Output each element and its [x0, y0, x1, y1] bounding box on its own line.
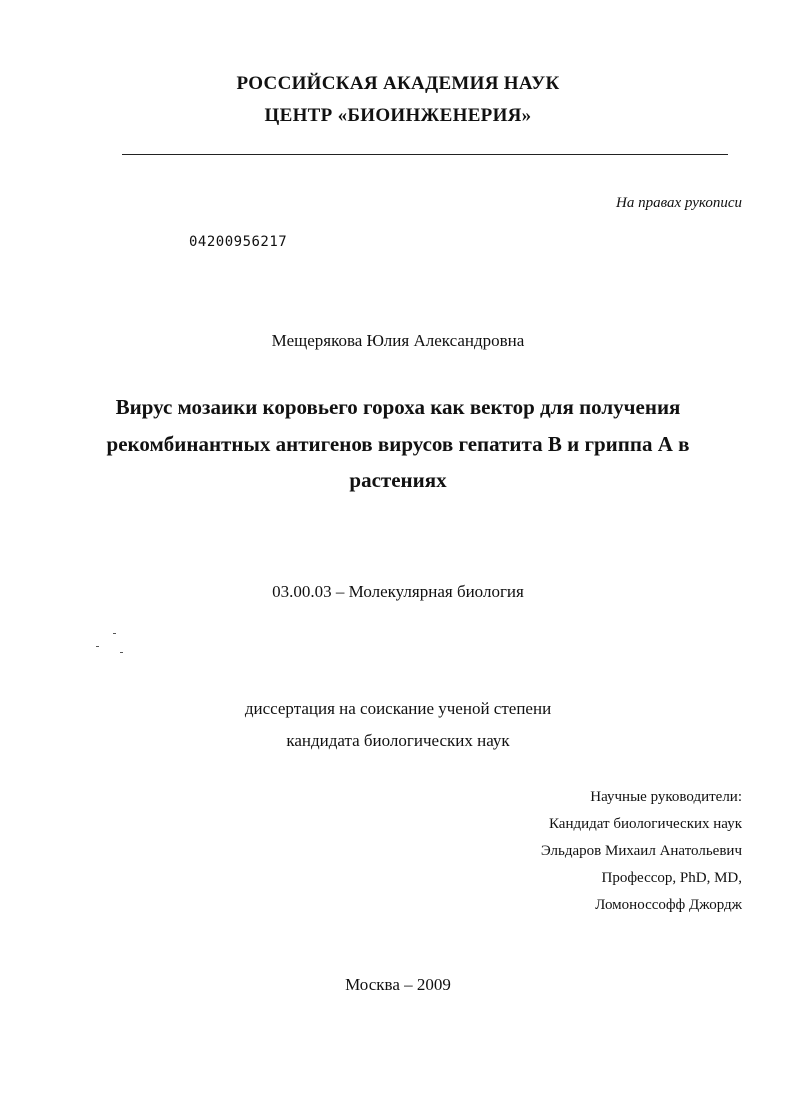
supervisor-line-2: Эльдаров Михаил Анатольевич	[540, 843, 742, 859]
degree-line-1: диссертация на соискание ученой степени	[244, 699, 552, 718]
scan-speck	[120, 652, 123, 653]
organization-name: РОССИЙСКАЯ АКАДЕМИЯ НАУК	[236, 73, 560, 94]
scan-speck	[96, 646, 99, 647]
title-line-2: рекомбинантных антигенов вирусов гепатита В и гриппа А в	[106, 432, 690, 456]
title-line-3: растениях	[349, 468, 447, 492]
specialty: 03.00.03 – Молекулярная биология	[272, 582, 524, 601]
city-year: Москва – 2009	[345, 975, 451, 994]
supervisor-line-1: Кандидат биологических наук	[549, 816, 742, 832]
supervisor-line-4: Ломоноссофф Джордж	[595, 897, 742, 913]
supervisor-line-3: Профессор, PhD, MD,	[601, 870, 742, 886]
degree-line-2: кандидата биологических наук	[286, 731, 510, 750]
catalog-number: 04200956217	[189, 234, 288, 250]
scan-speck	[113, 633, 116, 634]
manuscript-note: На правах рукописи	[616, 195, 742, 211]
author-name: Мещерякова Юлия Александровна	[271, 331, 525, 350]
supervisors-heading: Научные руководители:	[590, 789, 742, 805]
header-divider	[122, 154, 728, 155]
title-line-1: Вирус мозаики коровьего гороха как вектор для получения	[115, 395, 681, 419]
center-name: ЦЕНТР «БИОИНЖЕНЕРИЯ»	[264, 105, 532, 126]
